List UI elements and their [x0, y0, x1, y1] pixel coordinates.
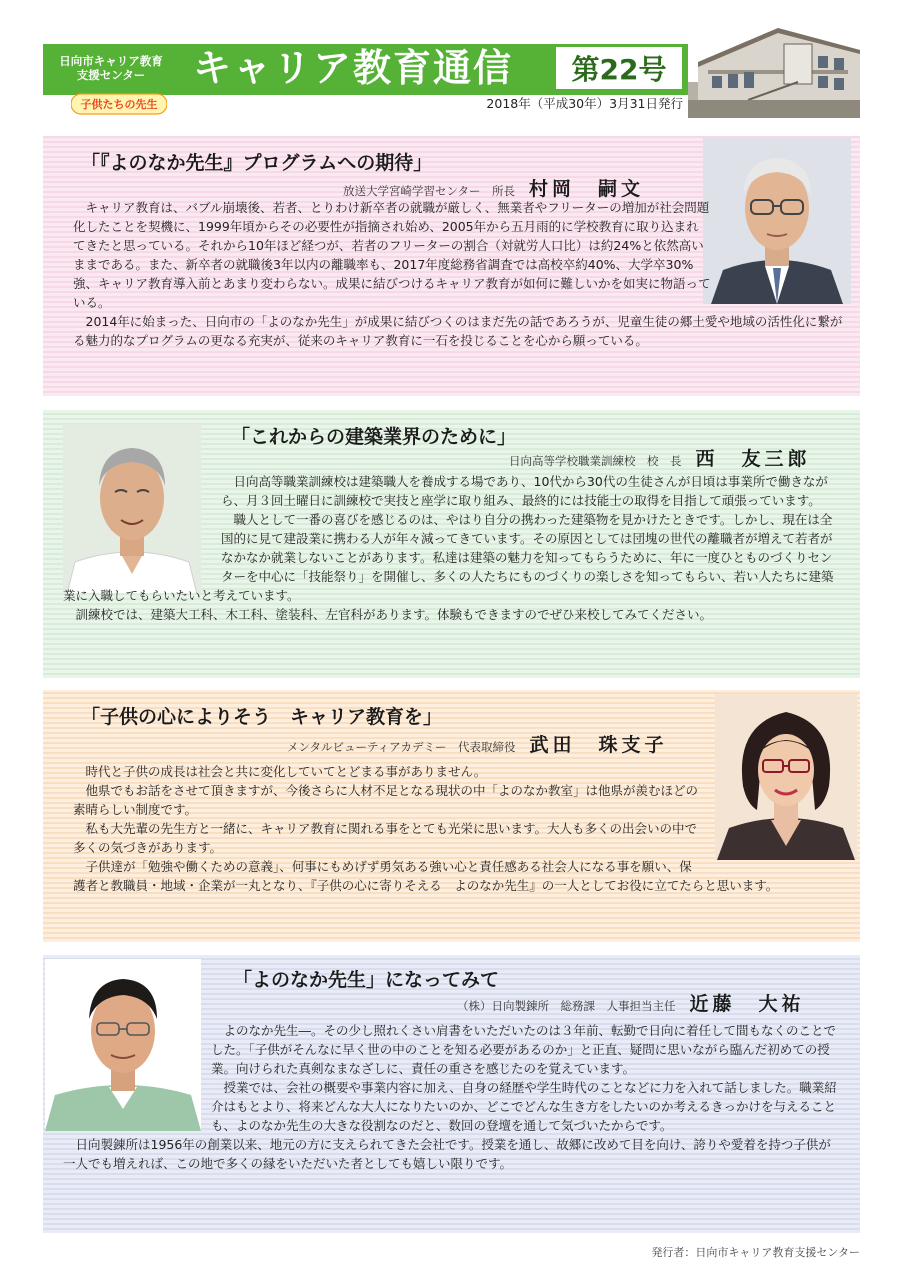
- issue-number: 第22号: [571, 53, 667, 86]
- author-name: 武田 珠支子: [529, 734, 668, 756]
- article-title: 「これからの建築業界のために」: [231, 426, 517, 448]
- author-affiliation: 放送大学宮崎学習センター 所長: [343, 184, 516, 198]
- article-paragraph: キャリア教育は、バブル崩壊後、若者、とりわけ新卒者の就職が厳しく、無業者やフリーターの増加が社会問題化したことを契機に、1999年頃からその必要性が指摘され始め、2005年から五月雨的に学校教育に取り込まれてきたと思っている。それから10年ほど経つが、若者のフリーターの割合（対就労人口比）は約24%と依然高いままである。また、新卒者の就職後3年以内の離職率も、2017年度総務省調査では高校卒約40%、大学卒30%強、キャリア教育導入前とあまり変わらない。成果に結びつけるキャリア教育が如何に難しいかを如実に物語っている。: [73, 200, 711, 310]
- publisher-credit: 発行者：日向市キャリア教育支援センター: [651, 1246, 860, 1259]
- article-body: [63, 472, 843, 624]
- article-paragraph: 他県でもお話をさせて頂きますが、今後さらに人材不足となる現状の中「よのなか教室」は他県が羨むほどの素晴らしい制度です。: [73, 783, 699, 817]
- org-badge: [51, 44, 171, 92]
- article-paragraph: 子供達が「勉強や働くための意義」、何事にもめげず勇気ある強い心と責任感ある社会人になる事を願い、保護者と教職員・地域・企業が一丸となり、『子供の心に寄りそえる よのなか先生』の一人としてお役に立てたらと思います。: [73, 859, 779, 893]
- article-byline: [457, 989, 805, 1016]
- article-title: 「子供の心によりそう キャリア教育を」: [81, 706, 443, 728]
- article-body: [73, 198, 843, 350]
- author-affiliation: メンタルビューティアカデミー 代表取締役: [287, 740, 516, 754]
- article-paragraph: 授業では、会社の概要や事業内容に加え、自身の経歴や学生時代のことなどに力を入れて話しました。職業紹介はもとより、将来どんな大人になりたいのか、どこでどんな生き方をしたいのか考えるきっかけを与えることも、よのなか先生の大きな役割なのだと、数回の登壇を通して気づいたからです。: [211, 1080, 837, 1133]
- article-byline: [343, 174, 644, 201]
- article-kondo: [43, 955, 860, 1233]
- photo-float-spacer: [63, 1021, 211, 1131]
- article-title: 「『よのなか先生』プログラムへの期待」: [81, 152, 433, 174]
- article-body: [73, 762, 843, 895]
- building-photo: [688, 22, 860, 118]
- author-name: 村岡 嗣文: [529, 178, 645, 200]
- article-paragraph: 日向製錬所は1956年の創業以来、地元の方に支えられてきた会社です。授業を通し、故郷に改めて目を向け、誇りや愛着を持つ子供が一人でも増えれば、この地で多くの縁をいただいた者としても嬉しい限りです。: [63, 1137, 831, 1171]
- org-logo: [71, 92, 167, 116]
- article-takeda: [43, 690, 860, 942]
- photo-float-spacer: [711, 198, 843, 306]
- article-title: 「よのなか先生」になってみて: [233, 969, 500, 991]
- article-paragraph: 職人として一番の喜びを感じるのは、やはり自分の携わった建築物を見かけたときです。しかし、現在は全国的に見て建設業に携わる人が年々減ってきています。その原因としては団塊の世代の離職者が増えて若者がなかなか就業しないことがあります。私達は建築の魅力を知ってもらうために、年に一度ひとものづくりセンターを中心に「技能祭り」を開催し、多くの人たちにものづくりの楽しさを知ってもらい、若い人たちに建築業に入職してもらいたいと考えています。: [63, 512, 834, 603]
- newsletter-title: キャリア教育通信: [193, 46, 514, 90]
- article-nishi: [43, 410, 860, 678]
- article-byline: [509, 444, 811, 471]
- article-paragraph: 訓練校では、建築大工科、木工科、塗装科、左官科があります。体験もできますのでぜひ来校してみてください。: [75, 607, 713, 622]
- author-name: 近藤 大祐: [689, 993, 805, 1015]
- issue-badge: [553, 44, 685, 92]
- author-name: 西 友三郎: [695, 448, 811, 470]
- photo-float-spacer: [63, 472, 221, 584]
- photo-float-spacer: [703, 762, 843, 860]
- author-affiliation: 日向高等学校職業訓練校 校 長: [509, 454, 682, 468]
- publish-date: 2018年（平成30年）3月31日発行: [486, 96, 683, 111]
- article-byline: [287, 730, 668, 757]
- org-name: 日向市キャリア教育 支援センター: [59, 54, 163, 82]
- author-affiliation: （株）日向製錬所 総務課 人事担当主任: [457, 999, 676, 1013]
- logo-text: 子供たちの先生: [80, 98, 158, 111]
- article-paragraph: 私も大先輩の先生方と一緒に、キャリア教育に関れる事をとても光栄に思います。大人も多くの出会いの中で多くの気づきがあります。: [73, 821, 698, 855]
- article-muraoka: [43, 136, 860, 396]
- article-paragraph: 日向高等職業訓練校は建築職人を養成する場であり、10代から30代の生徒さんが日頃は事業所で働きながら、月３回土曜日に訓練校で実技と座学に取り組み、最終的には技能士の取得を目指して頑張っています。: [221, 474, 828, 508]
- article-paragraph: 2014年に始まった、日向市の「よのなか先生」が成果に結びつくのはまだ先の話であろうが、児童生徒の郷土愛や地域の活性化に繋がる魅力的なプログラムの更なる充実が、従来のキャリア教育に一石を投じることを心から願っている。: [73, 314, 843, 348]
- article-paragraph: よのなか先生―。その少し照れくさい肩書をいただいたのは３年前、転勤で日向に着任して間もなくのことでした。「子供がそんなに早く世の中のことを知る必要があるのか」と正直、疑問に思いながら臨んだ初めての授業。向けられた真剣なまなざしに、責任の重さを感じたのを覚えています。: [211, 1023, 837, 1076]
- article-body: [63, 1021, 843, 1173]
- article-paragraph: 時代と子供の成長は社会と共に変化していてとどまる事がありません。: [85, 764, 487, 779]
- newsletter-header: [43, 22, 860, 118]
